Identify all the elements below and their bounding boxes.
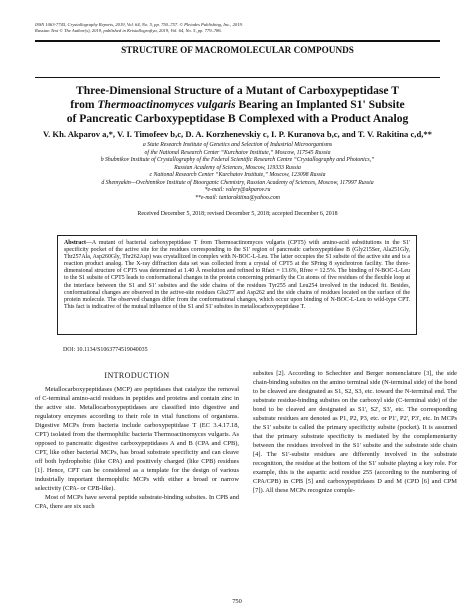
abstract-text: —A mutant of bacterial carboxypeptidase T from Thermoactinomyces vulgaris (CPT5) with amino-acid substitutions in the S1' specificity pocket of the active site for the residues corresponding to the S1' region of pancreatic carboxypeptidase B (Gly215Ser, Ala251Gly, Thr257Ala, Asp260Gly, Thr262Asp) was crystallized in complex with N-BOC-L-Leu. The latter occupies the S1 subsite of the active site and is a reaction product analog. The X-ray diffraction data set was collected from a crystal of CPT5 at the SPring 8 synchrotron facility. The three-dimensional structure of CPT5 was determined at 1.40 Å resolution and refined to Rfact = 13.6%, Rfree = 12.5%. The binding of N-BOC-L-Leu to the S1 subsite of CPT5 leads to conformational changes in the protein concerning primarily the Cα atoms of five residues of the flexible loop at the interface between the S1 and S1' subsites and the side chains of the residues Tyr255 and Leu254 involved in the induced fit. Besides, conformational changes are observed in the active-site residues Glu277 and Asp262 and the side chains of residues located on the surface of the protein molecule. The observed changes differ from the conformational changes, which occur upon binding of N-BOC-L-Leu to wild-type CPT. This fact is indicative of the mutual influence of the S1 and S1' subsites in metallocarboxypeptidase T. xyxy=(64,240,410,310)
introduction-heading: INTRODUCTION xyxy=(104,371,170,380)
abstract-label: Abstract xyxy=(64,240,86,246)
russian-text-line: Russian Text © The Author(s), 2019, published in Kristallografiya, 2019, Vol. 64, No. 5, pp. 779–786. xyxy=(35,28,222,34)
email-line: **e-mail: taniarakitina@yahoo.com xyxy=(195,194,280,201)
doi: DOI: 10.1134/S1063774519040035 xyxy=(63,347,148,353)
affiliations xyxy=(45,142,430,202)
abstract-box xyxy=(57,235,417,335)
affiliation-line: a State Research Institute of Genetics and Selection of Industrial Microorganisms xyxy=(142,142,333,148)
affiliation-line: c National Research Center “Kurchatov Institute,” Moscow, 123098 Russia xyxy=(149,172,326,178)
submission-dates: Received December 5, 2018; revised December 5, 2018; accepted December 6, 2018 xyxy=(137,211,338,217)
affiliation-line: b Shubnikov Institute of Crystallography of the Federal Scientific Research Centre “Crystallography and Photonics,” xyxy=(100,157,375,163)
body-paragraph: subsites [2]. According to Schechter and Berger nomenclature [3], the side chain-binding subsites on the amino terminal side (N-terminal side) of the bond to be cleaved are designated as S1, S2, S3, etc. toward the N-terminal end. The substrate residue-binding subsites on the carboxyl side (C-terminal side) of the bond to be cleaved are designated as S1', S2', S3', etc. The corresponding substrate residues are denoted as P1, P2, P3, etc. or P1', P2', P3', etc. In MCPs the S1' subsite is called the primary specificity subsite (pocket). It is assumed that the primary substrate specificity is mediated by the complementarity between the residues involved in the S1' subsite and the substrate side chain [4]. The S1'-subsite residues are differently involved in the substrate recognition, the residue at the bottom of the S1' subsite playing a key role. For example, this is the aspartic acid residue 255 (according to the numbering of CPA/CPB) in CPB [5] and carboxypeptidases D and M (CPD [6] and CPM [7]). All these MCPs recognize comple- xyxy=(253,370,457,494)
body-paragraph: Most of MCPs have several peptide substrate-binding subsites. In CPB and CPA, there are six such xyxy=(35,494,239,510)
affiliation-line: of the National Research Center “Kurchatov Institute,” Moscow, 117545 Russia xyxy=(144,149,331,156)
journal-metadata xyxy=(35,22,445,34)
body-paragraph: Metallocarboxypeptidases (MCP) are peptidases that catalyze the removal of C-terminal amino-acid residues in peptides and proteins and contain zinc in the active site. Metallocarboxypeptidases are classified into digestive and regulatory enzymes according to their role in vital functions of organisms. Digestive MCPs from bacteria include carboxypeptidase T (EC 3.4.17.18, CPT) isolated from the thermophilic bacteria Thermoactinomyces vulgaris. As opposed to pancreatic digestive carboxypeptidases A and B (CPA and CPB), CPT, like other bacterial MCPs, has broad substrate specificity and can cleave off both hydrophobic (like CPA) and positively charged (like CPB) residues [1]. Hence, CPT can be considered as a template for the design of various industrially important thermophilic MCPs with either a broad or narrow selectivity (CPA- or CPB-like). xyxy=(35,386,239,492)
header-rule xyxy=(35,40,440,42)
title-line-2-pre: from xyxy=(70,97,98,111)
title-line-2 xyxy=(35,98,440,112)
right-column xyxy=(253,369,457,495)
journal-citation-line: ISSN 1063-7745, Crystallography Reports, 2019, Vol. 64, No. 5, pp. 750–757. © Pleiades Publishing, Inc., 2019. xyxy=(35,22,243,27)
title-line-1: Three-Dimensional Structure of a Mutant of Carboxypeptidase T xyxy=(75,84,399,97)
email-line: *e-mail: valery@akparov.ru xyxy=(204,187,271,193)
section-heading: STRUCTURE OF MACROMOLECULAR COMPOUNDS xyxy=(121,45,354,55)
section-rule xyxy=(35,77,440,78)
author-list: V. Kh. Akparov a,*, V. I. Timofeev b,c, D. A. Korzhenevskiy c, I. P. Kuranova b,c, and T. V. Rakitina c,d,** xyxy=(43,129,432,139)
left-column xyxy=(35,369,239,511)
title-line-2-post: Bearing an Implanted S1' Subsite xyxy=(235,97,405,111)
paper-title xyxy=(35,84,440,125)
affiliation-line: d Shemyakin—Ovchinnikov Institute of Bioorganic Chemistry, Russian Academy of Sciences, Moscow, 117997 Russia xyxy=(101,179,374,186)
affiliation-line: Russian Academy of Sciences, Moscow, 119333 Russia xyxy=(174,164,301,171)
page-number: 750 xyxy=(232,598,242,605)
title-line-3: of Pancreatic Carboxypeptidase B Complexed with a Product Analog xyxy=(66,111,409,125)
title-organism: Thermoactinomyces vulgaris xyxy=(97,97,236,111)
